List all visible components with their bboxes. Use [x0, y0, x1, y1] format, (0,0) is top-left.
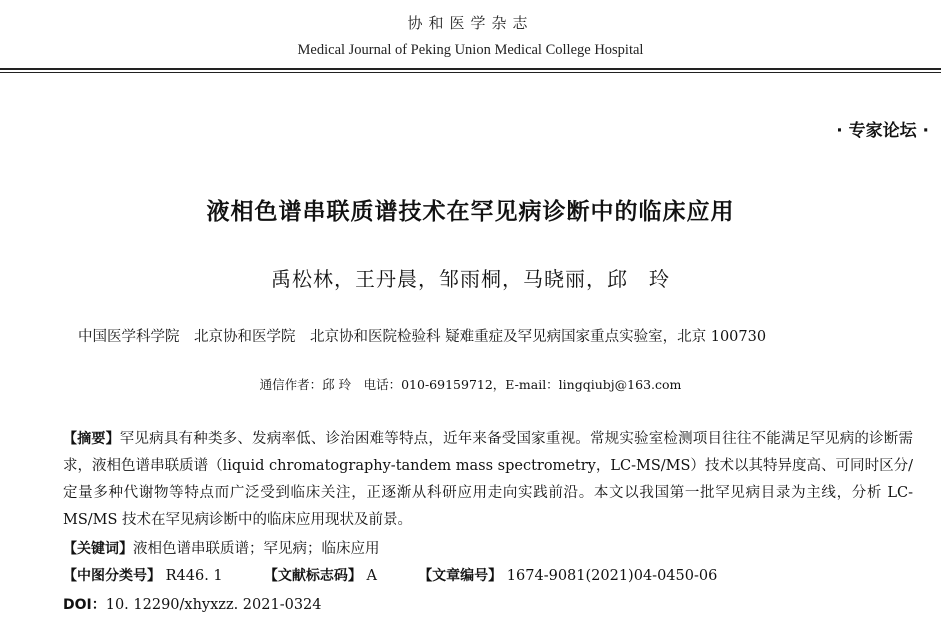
keywords-text: 液相色谱串联质谱；罕见病；临床应用	[133, 541, 380, 557]
article-authors: 禹松林，王丹晨，邹雨桐，马晓丽，邱 玲	[271, 267, 670, 291]
doi-label: DOI：	[63, 597, 106, 613]
header-rule-thin	[0, 72, 941, 73]
doc-code-value: A	[366, 568, 377, 584]
abstract-label: 【摘要】	[63, 431, 120, 447]
journal-name-en: Medical Journal of Peking Union Medical College Hospital	[297, 42, 644, 58]
keywords-label: 【关键词】	[63, 541, 133, 557]
doc-code-label: 【文献标志码】	[263, 568, 362, 584]
article-number-value: 1674-9081(2021)04-0450-06	[506, 568, 718, 584]
article-number-label: 【文章编号】	[418, 568, 503, 584]
correspondence-info: 通信作者：邱 玲 电话：010-69159712，E-mail：lingqiubj@163.com	[259, 377, 682, 392]
abstract-block	[63, 426, 913, 534]
journal-name-cn: 协和医学杂志	[407, 14, 534, 32]
article-affiliation: 中国医学科学院 北京协和医学院 北京协和医院检验科 疑难重症及罕见病国家重点实验室，北京 100730	[78, 329, 767, 345]
doi-line	[63, 594, 322, 614]
abstract-text: 罕见病具有种类多、发病率低、诊治困难等特点，近年来备受国家重视。常规实验室检测项目往往不能满足罕见病的诊断需求，液相色谱串联质谱（liquid chromatography-tandem mass spectrometry，LC-MS/MS）技术以其特异度高、可同时区分/定量多种代谢物等特点而广泛受到临床关注，正逐渐从科研应用走向实践前沿。本文以我国第一批罕见病目录为主线，分析 LC-MS/MS 技术在罕见病诊断中的临床应用现状及前景。	[63, 431, 914, 528]
clc-label: 【中图分类号】	[63, 568, 161, 584]
section-tag: · 专家论坛 ·	[836, 121, 929, 141]
clc-value: R446. 1	[165, 568, 223, 584]
article-title: 液相色谱串联质谱技术在罕见病诊断中的临床应用	[206, 199, 735, 225]
header-rule-thick	[0, 68, 941, 70]
doi-value: 10. 12290/xhyxzz. 2021-0324	[105, 597, 322, 613]
keywords-line	[63, 537, 380, 558]
classification-line	[63, 565, 717, 585]
